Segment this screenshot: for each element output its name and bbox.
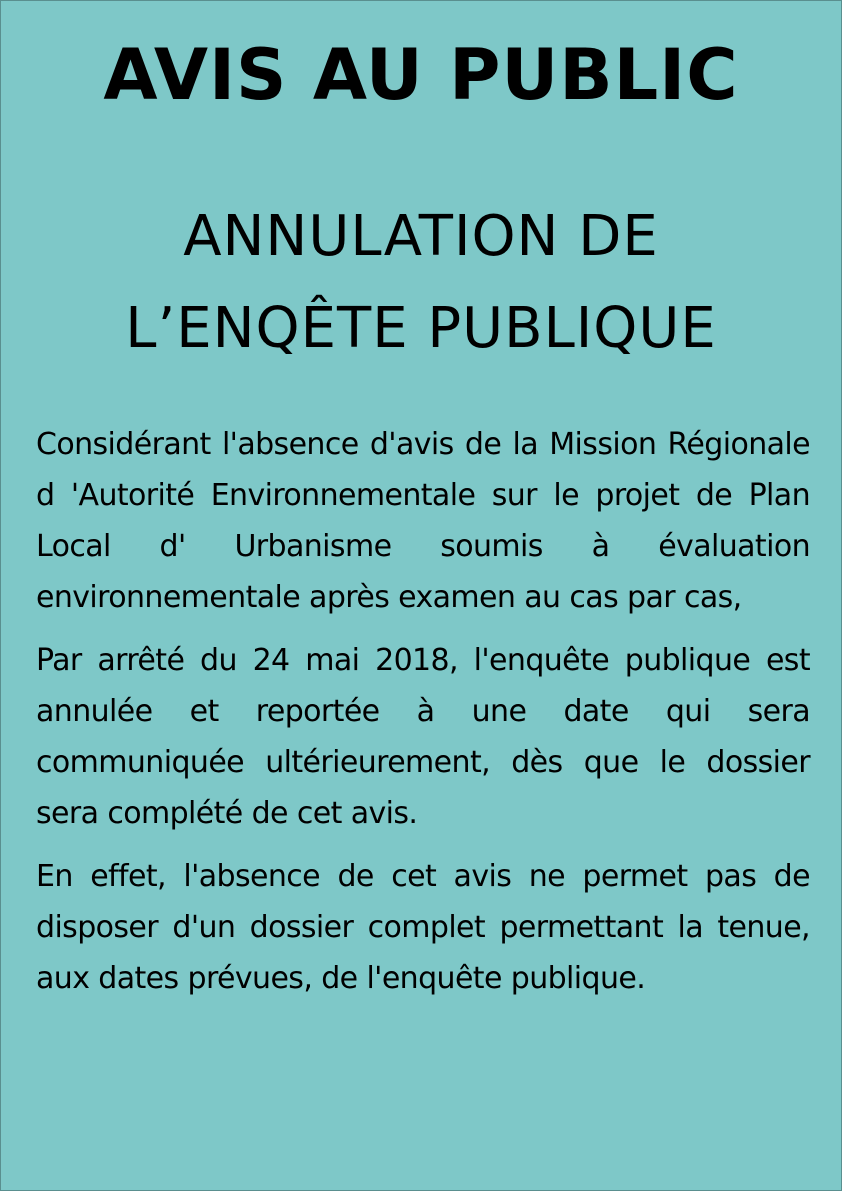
notice-title: AVIS AU PUBLIC [103,34,739,116]
paragraph-3: En effet, l'absence de cet avis ne permet pas de disposer d'un dossier complet permettant la tenue, aux dates prévues, de l'enquête publique. [36,859,810,996]
subtitle-line-2: L’ENQÊTE PUBLIQUE [125,296,717,361]
subtitle-line-1: ANNULATION DE [183,204,659,269]
paragraph-1: Considérant l'absence d'avis de la Mission Régionale d 'Autorité Environnementale sur le projet de Plan Local d' Urbanisme soumis à évaluation environnementale après examen au cas par cas, [36,427,810,615]
notice-subtitle [1,191,841,375]
notice-body [36,419,810,1016]
paragraph-2: Par arrêté du 24 mai 2018, l'enquête publique est annulée et reportée à une date qui sera communiquée ultérieurement, dès que le dossier sera complété de cet avis. [36,643,810,831]
